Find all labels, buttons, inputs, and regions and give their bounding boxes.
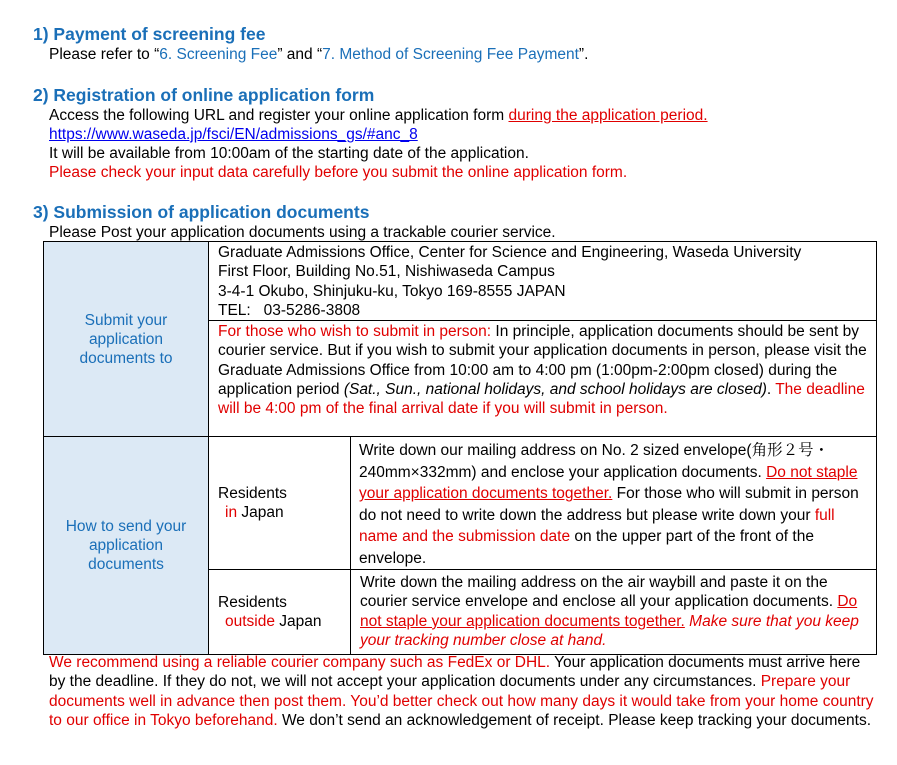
submit-to-label: Submit your application documents to [44,242,209,437]
footer-notice: We recommend using a reliable courier company such as FedEx or DHL. Your application documents must arrive here by the deadline. If they do not, we will not accept your application documents under any circumstances. Prepare your documents well in advance then post them. You’d better check out how many days it would take from your home country to our office in Tokyo beforehand. We don’t send an acknowledgement of receipt. Please keep tracking your documents. [49,654,874,730]
japan-instructions-cell [351,437,877,570]
payment-method-ref[interactable]: 7. Method of Screening Fee Payment [322,46,579,63]
outside-instructions: Write down the mailing address on the air waybill and paste it on the courier service envelope and enclose all your application documents. Do not staple your application documents together. Make sure that you keep your tracking number close at hand. [360,574,859,650]
japan-instructions: Write down our mailing address on No. 2 sized envelope(角形２号・240mm×332mm) and enclose your application documents. Do not staple your application documents together. For those who will submit in person do not need to write down the address but please write down your full name and the submission date on the upper part of the front of the envelope. [359,442,859,567]
in-person-cell [209,321,877,437]
screening-fee-ref[interactable]: 6. Screening Fee [159,46,278,63]
residents-in-japan: Residents in Japan [209,437,351,570]
mailing-address: Graduate Admissions Office, Center for Science and Engineering, Waseda University First Floor, Building No.51, Nishiwaseda Campus 3-4-1 Okubo, Shinjuku-ku, Tokyo 169-8555 JAPAN TEL: 03-5286-3808 [218,244,802,319]
section-3-heading: 3) Submission of application documents [33,202,370,222]
section-1-text: Please refer to “6. Screening Fee” and “7. Method of Screening Fee Payment”. [49,46,589,63]
outside-instructions-cell [351,570,877,655]
section-3-intro: Please Post your application documents using a trackable courier service. [49,224,556,241]
submission-table [43,241,877,655]
section-2-warning: Please check your input data carefully before you submit the online application form. [49,164,628,181]
section-2-line-1: Access the following URL and register your online application form during the application period. [49,107,708,124]
section-2-line-3: It will be available from 10:00am of the starting date of the application. [49,145,529,162]
how-to-send-label: How to send your application documents [44,437,209,655]
application-url-link[interactable]: https://www.waseda.jp/fsci/EN/admissions_gs/#anc_8 [49,126,418,143]
section-2-heading: 2) Registration of online application form [33,85,375,105]
section-1-heading: 1) Payment of screening fee [33,24,266,44]
mailing-address-cell [209,242,877,321]
in-person-notice: For those who wish to submit in person: In principle, application documents should be sent by courier service. But if you wish to submit your application documents in person, please visit the Graduate Admissions Office from 10:00 am to 4:00 pm (1:00pm-2:00pm closed) during the application period (Sat., Sun., national holidays, and school holidays are closed). The deadline will be 4:00 pm of the final arrival date if you will submit in person. [218,323,867,418]
residents-outside-japan: Residents outside Japan [209,570,351,655]
